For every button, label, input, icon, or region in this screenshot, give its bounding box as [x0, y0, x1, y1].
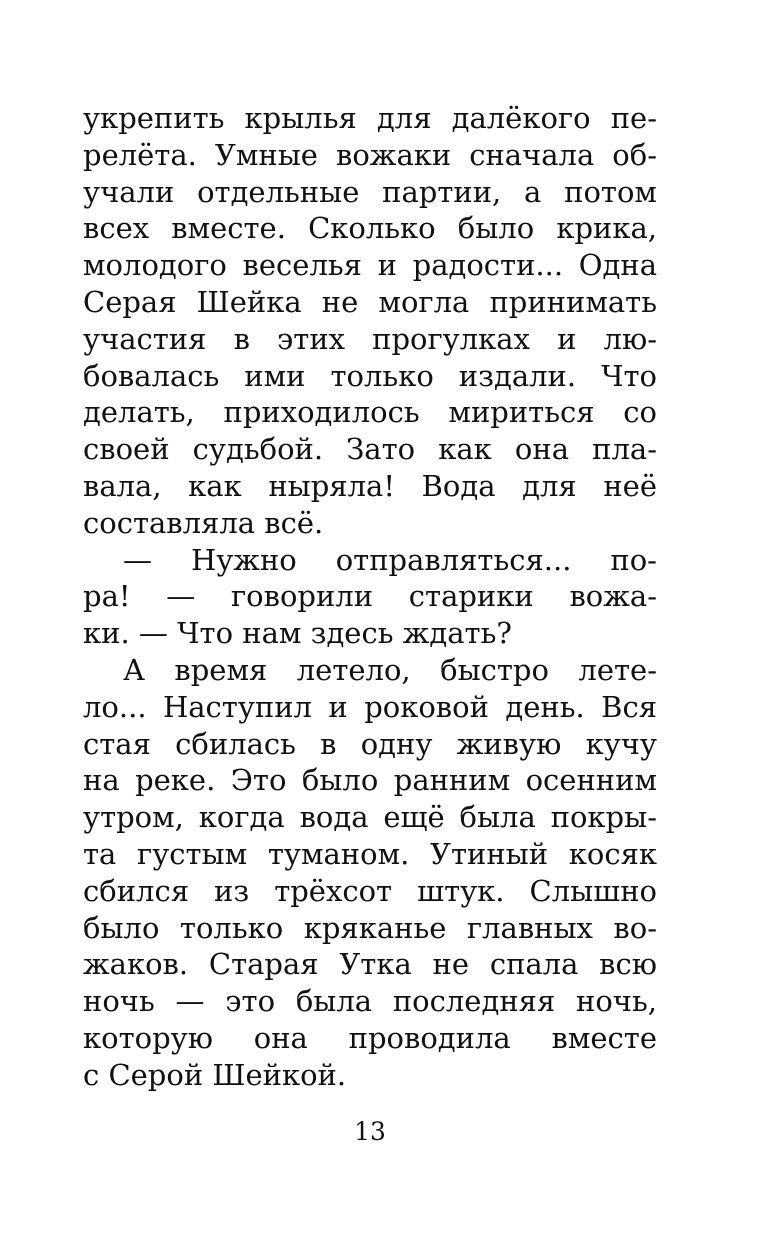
text-line: — Нужно отправляться... по- [123, 542, 657, 577]
text-line: утром, когда вода ещё была покры- [83, 800, 657, 835]
text-line: бовалась ими только издали. Что [83, 358, 657, 393]
text-line: ночь — это была последняя ночь, [83, 984, 657, 1019]
text-line: укрепить крылья для далёкого пе- [83, 101, 657, 135]
body-text [83, 100, 657, 1094]
text-line: стая сбилась в одну живую кучу [83, 726, 657, 761]
text-line: своей судьбой. Зато как она пла- [83, 432, 657, 467]
text-line: составляла всё. [83, 505, 324, 540]
text-line: вала, как ныряла! Вода для неё [83, 468, 657, 503]
text-line: А время летело, быстро лете- [123, 652, 657, 687]
text-line: делать, приходилось мириться со [83, 395, 657, 430]
text-line: жаков. Старая Утка не спала всю [83, 947, 657, 982]
text-line: ра! — говорили старики вожа- [83, 579, 657, 614]
text-line: учали отдельные партии, а потом [83, 174, 657, 209]
text-line: было только кряканье главных во- [83, 910, 657, 945]
text-line: ки. — Что нам здесь ждать? [83, 616, 512, 651]
text-line: Серая Шейка не могла принимать [83, 284, 657, 319]
text-line: с Серой Шейкой. [83, 1057, 347, 1092]
text-line: та густым туманом. Утиный косяк [83, 836, 657, 871]
text-line: молодого веселья и радости... Одна [83, 248, 657, 283]
text-line: всех вместе. Сколько было крика, [83, 211, 657, 246]
text-line: участия в этих прогулках и лю- [83, 321, 657, 356]
text-line: которую она проводила вместе [83, 1020, 657, 1055]
text-line: сбился из трёхсот штук. Слышно [83, 873, 657, 908]
text-line: ло... Наступил и роковой день. Вся [83, 689, 657, 724]
text-line: на реке. Это было ранним осенним [83, 763, 657, 798]
text-line: релёта. Умные вожаки сначала об- [83, 137, 657, 172]
page-number: 13 [354, 1117, 386, 1146]
